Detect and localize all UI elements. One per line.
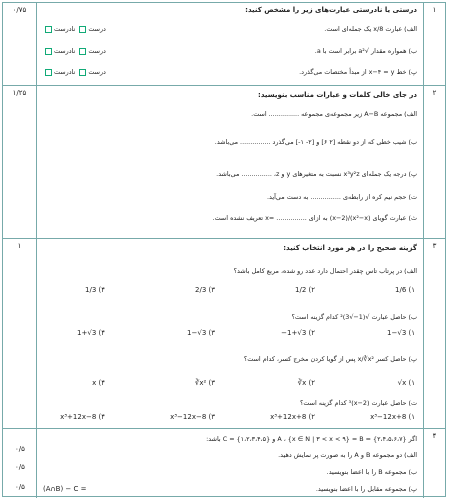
q1-item-b: ب) همواره مقدار √a² برابر است با a.: [314, 47, 417, 55]
q2-item-e: ث) عبارت گویای (x²−x)/(x−2) به ازای ............... =x تعریف نشده است.: [212, 214, 417, 222]
q4-a-score: ۰/۵: [15, 445, 25, 453]
true-checkbox[interactable]: [79, 26, 86, 33]
q3-c-option-3[interactable]: ∛x² (۳: [194, 379, 215, 387]
q3-c-option-2[interactable]: ∛x (۲: [297, 379, 315, 387]
q1-b-choices: [43, 47, 106, 55]
q2-item-a: الف) مجموعه A−B زیر مجموعه‌ی مجموعه ............... است.: [251, 110, 417, 118]
q2-item-b: ب) شیب خطی که از دو نقطه [۲ ۶] و [۲- ۱-] می‌گذرد ............... می‌باشد.: [214, 138, 417, 146]
q3-a-option-2[interactable]: 1/2 (۲: [295, 286, 315, 294]
true-label: درست: [88, 25, 106, 33]
question-3-number: ۳: [423, 239, 445, 428]
question-1: [3, 3, 445, 85]
q3-b-option-4[interactable]: 1+√3 (۴: [77, 329, 105, 337]
q4-item-a: الف) دو مجموعه B و A را به صورت پر نمایش دهید.: [278, 451, 417, 459]
q3-d-option-4[interactable]: x³+12x−8 (۴: [60, 413, 105, 421]
question-3-score: ۱: [3, 239, 37, 428]
q4-item-c: پ) مجموعه مقابل را با اعضا بنویسید.: [315, 485, 417, 493]
q3-c-option-4[interactable]: x (۴: [92, 379, 105, 387]
q1-item-a: الف) عبارت x/8 یک جمله‌ای است.: [324, 25, 417, 33]
false-label: نادرست: [54, 68, 76, 76]
q3-a-option-3[interactable]: 2/3 (۳: [195, 286, 215, 294]
false-checkbox[interactable]: [45, 48, 52, 55]
question-1-title: درستی یا نادرستی عبارت‌های زیر را مشخص کنید:: [245, 6, 417, 14]
q4-expression: (A∩B) − C =: [43, 485, 87, 493]
q3-b-option-2[interactable]: −1+√3 (۲: [281, 329, 315, 337]
true-label: درست: [88, 47, 106, 55]
false-checkbox[interactable]: [45, 69, 52, 76]
q3-c-option-1[interactable]: √x (۱: [397, 379, 415, 387]
true-checkbox[interactable]: [79, 69, 86, 76]
question-4-number: ۴: [423, 429, 445, 498]
question-3: [3, 238, 445, 428]
q3-b-option-1[interactable]: 1−√3 (۱: [387, 329, 415, 337]
q2-item-d: ت) حجم نیم کره از رابطه‌ی ............... به دست می‌آید.: [266, 193, 417, 201]
q3-a-option-1[interactable]: 1/6 (۱: [395, 286, 415, 294]
q4-item-b: ب) مجموعه B را با اعضا بنویسید.: [326, 468, 417, 476]
question-2-title: در جای خالی کلمات و عبارات مناسب بنویسید:: [258, 91, 417, 99]
question-4: [3, 428, 445, 498]
question-2-number: ۲: [423, 86, 445, 238]
false-label: نادرست: [54, 25, 76, 33]
exam-sheet: [2, 2, 446, 497]
q1-item-c: پ) خط x−۴ = y از مبدأ مختصات می‌گذرد.: [299, 68, 417, 76]
q3-d-option-2[interactable]: x³+12x+8 (۲: [270, 413, 315, 421]
q3-d-question: ت) حاصل عبارت (x−2)³ کدام گزینه است؟: [299, 399, 417, 407]
false-checkbox[interactable]: [45, 26, 52, 33]
q2-item-c: پ) درجه یک جمله‌ای x³y²z نسبت به متغیرهای y و z، ............... می‌باشد.: [216, 170, 417, 178]
question-3-title: گزینه صحیح را در هر مورد انتخاب کنید:: [283, 244, 417, 252]
q4-c-score: ۰/۵: [15, 483, 25, 491]
q3-b-question: ب) حاصل عبارت √(1−√3)² کدام گزینه است؟: [291, 313, 417, 321]
q4-b-score: ۰/۵: [15, 463, 25, 471]
false-label: نادرست: [54, 47, 76, 55]
true-checkbox[interactable]: [79, 48, 86, 55]
question-1-number: ۱: [423, 3, 445, 85]
q1-c-choices: [43, 68, 106, 76]
q3-d-option-3[interactable]: x³−12x−8 (۳: [170, 413, 215, 421]
q3-d-option-1[interactable]: x³−12x+8 (۱: [370, 413, 415, 421]
question-2: [3, 85, 445, 238]
q3-a-question: الف) در پرتاب تاس چقدر احتمال دارد عدد رو شده، مربع کامل باشد؟: [233, 267, 417, 275]
question-1-score: ۰/۷۵: [3, 3, 37, 85]
true-label: درست: [88, 68, 106, 76]
q3-c-question: پ) حاصل کسر x/∛x² پس از گویا کردن مخرج کسر، کدام است؟: [243, 355, 417, 363]
q4-intro: اگر {۲،۴،۵،۶،۷} = A ، {x ∈ N | ۳ < x < ۹} = B و {۱،۲،۳،۴،۵} = C باشد:: [206, 435, 417, 443]
q3-a-option-4[interactable]: 1/3 (۴: [85, 286, 105, 294]
q1-a-choices: [43, 25, 106, 33]
q3-b-option-3[interactable]: 1−√3 (۳: [187, 329, 215, 337]
question-2-score: ۱/۲۵: [3, 86, 37, 238]
